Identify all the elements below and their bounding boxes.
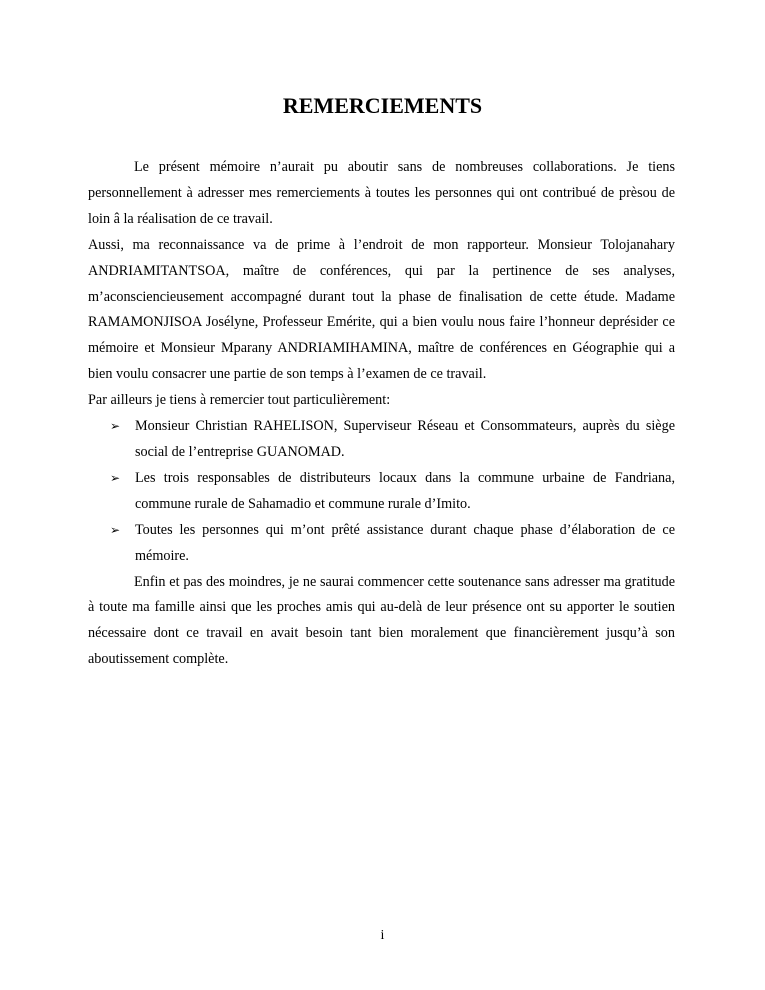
acknowledgements-body	[88, 155, 675, 673]
list-item-text: Monsieur Christian RAHELISON, Superviseur Réseau et Consommateurs, auprès du siège social de l’entreprise GUANOMAD.	[135, 418, 675, 460]
page-title: REMERCIEMENTS	[282, 93, 483, 118]
list-item	[110, 466, 675, 518]
page-number: i	[380, 928, 385, 943]
thanks-bullet-list	[88, 414, 675, 569]
list-item	[110, 518, 675, 570]
arrow-bullet-icon: ➢	[110, 419, 121, 434]
closing-paragraph: Enfin et pas des moindres, je ne saurai commencer cette soutenance sans adresser ma gratitude à toute ma famille ainsi que les proches amis qui au-delà de leur présence ont su apporter le soutien nécessaire dont ce travail en avait besoin tant bien moralement que financièrement jusqu’à son aboutissement complète.	[88, 573, 675, 668]
list-item	[110, 414, 675, 466]
arrow-bullet-icon: ➢	[110, 522, 121, 537]
special-thanks-lead: Par ailleurs je tiens à remercier tout particulièrement:	[88, 392, 391, 409]
intro-paragraph: Le présent mémoire n’aurait pu aboutir sans de nombreuses collaborations. Je tiens personnellement à adresser mes remerciements à toutes les personnes qui ont contribué de prèsou de loin â la réalisation de ce travail.	[88, 159, 675, 227]
list-item-text: Les trois responsables de distributeurs locaux dans la commune urbaine de Fandriana, commune rurale de Sahamadio et commune rurale d’Imito.	[135, 469, 675, 512]
list-item-text: Toutes les personnes qui m’ont prêté assistance durant chaque phase d’élaboration de ce mémoire.	[135, 521, 675, 564]
rapporteur-paragraph: Aussi, ma reconnaissance va de prime à l’endroit de mon rapporteur. Monsieur Tolojanahary ANDRIAMITANTSOA, maître de conférences, qui par la pertinence de ses analyses, m’aconsciencieusement accompagné durant tout la phase de finalisation de cette étude. Madame RAMAMONJISOA Josélyne, Professeur Emérite, qui a bien voulu nous faire l’honneur deprésider ce mémoire et Monsieur Mparany ANDRIAMIHAMINA, maître de conférences en Géographie qui a bien voulu consacrer une partie de son temps à l’examen de ce travail.	[88, 236, 675, 383]
arrow-bullet-icon: ➢	[110, 470, 121, 485]
